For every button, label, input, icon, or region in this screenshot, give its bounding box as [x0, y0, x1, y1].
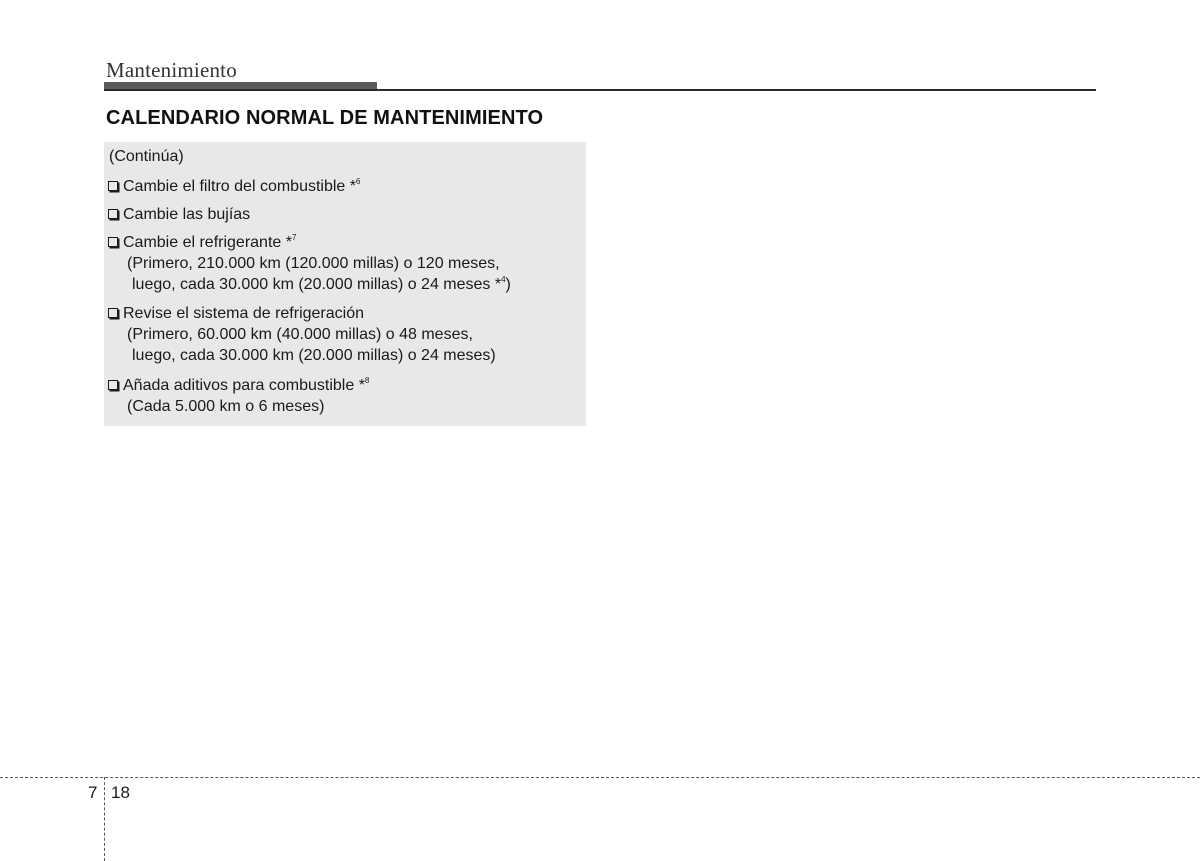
item-detail: luego, cada 30.000 km (20.000 millas) o 24 meses) — [132, 347, 496, 364]
item-detail: (Primero, 60.000 km (40.000 millas) o 48 meses, — [127, 326, 473, 343]
item-text: Cambie las bujías — [123, 206, 251, 223]
item-detail-end: ) — [505, 276, 511, 293]
footer-divider — [104, 777, 105, 861]
header-rule — [104, 89, 1096, 91]
item-text: Cambie el filtro del combustible * — [123, 178, 356, 195]
footnote-ref: 6 — [356, 177, 361, 186]
footer-rule — [0, 777, 1200, 778]
checkbox-icon — [108, 380, 118, 390]
checkbox-icon — [108, 181, 118, 191]
footnote-ref: 8 — [364, 376, 370, 385]
item-detail: (Cada 5.000 km o 6 meses) — [127, 398, 325, 415]
item-text: Cambie el refrigerante * — [123, 234, 292, 251]
page-title: CALENDARIO NORMAL DE MANTENIMIENTO — [106, 107, 544, 129]
checkbox-icon — [108, 209, 118, 219]
list-item-fuel-additives — [108, 375, 369, 417]
item-text: Revise el sistema de refrigeración — [123, 305, 364, 322]
checkbox-icon — [108, 237, 118, 247]
item-text: Añada aditivos para combustible * — [123, 377, 365, 394]
footnote-ref: 7 — [291, 233, 297, 242]
item-detail: luego, cada 30.000 km (20.000 millas) o 24 meses * — [132, 276, 502, 293]
list-item-spark-plugs — [108, 204, 250, 225]
item-detail: (Primero, 210.000 km (120.000 millas) o 120 meses, — [127, 255, 500, 272]
checkbox-icon — [108, 308, 118, 318]
list-item-coolant — [108, 232, 511, 295]
list-item-cooling-system — [108, 303, 496, 366]
list-item-fuel-filter — [108, 176, 360, 197]
continued-label: (Continúa) — [109, 148, 184, 165]
page-number: 18 — [111, 783, 130, 802]
footnote-ref: 4 — [501, 275, 506, 284]
chapter-number: 7 — [88, 783, 98, 802]
section-header: Mantenimiento — [106, 58, 237, 82]
